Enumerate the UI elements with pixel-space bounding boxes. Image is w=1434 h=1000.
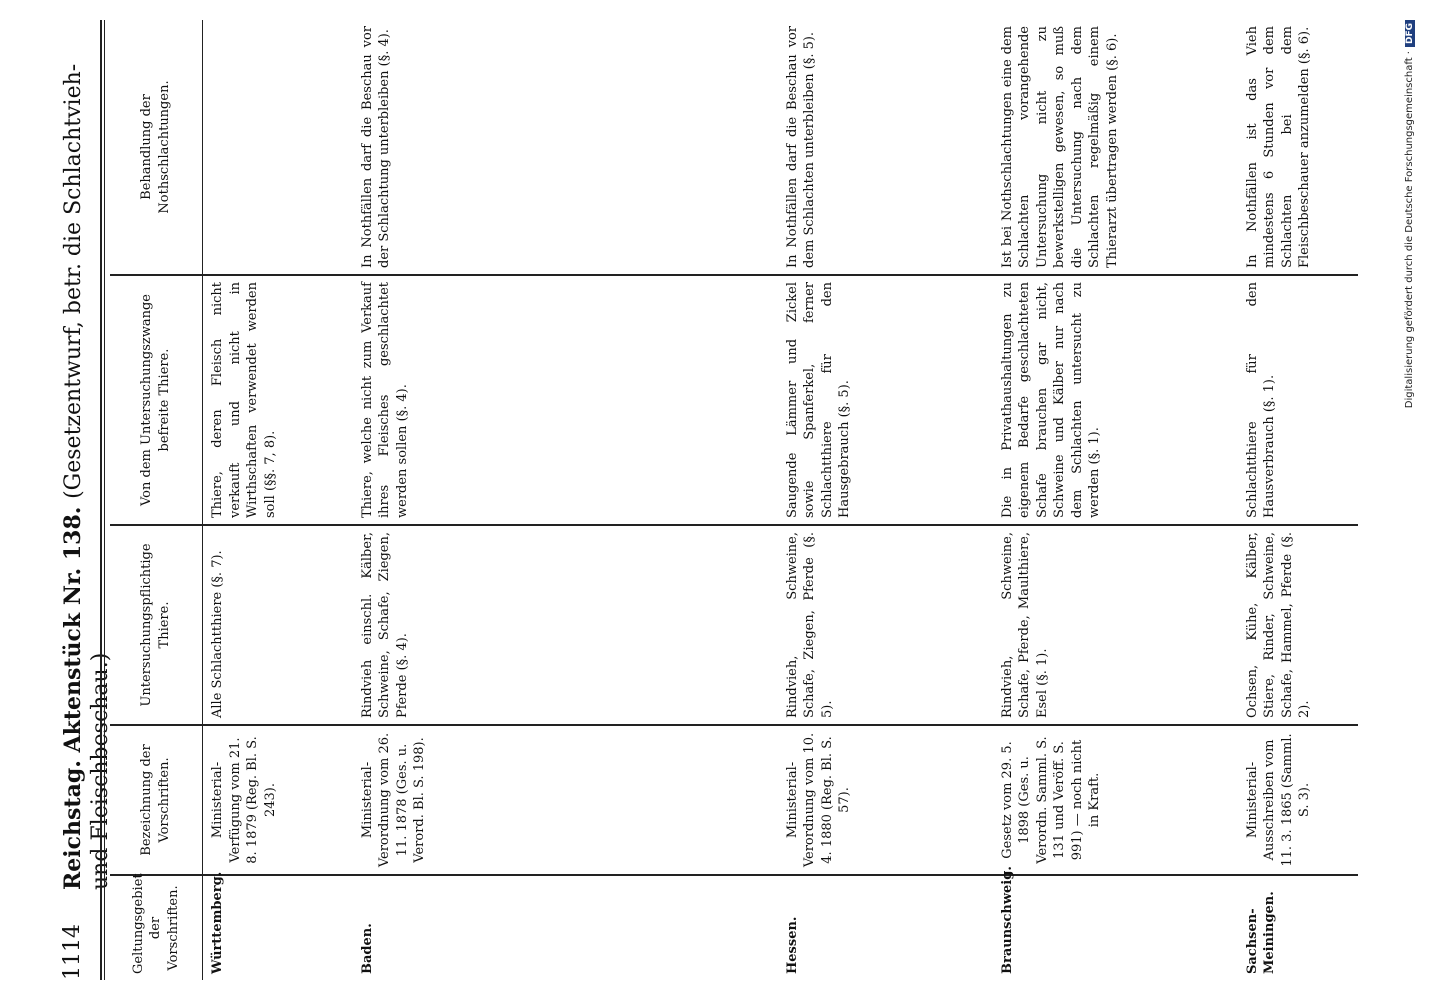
regulations-table [110,20,1358,980]
column-header: Von dem Untersuchungszwange befreite Thiere. [110,275,203,525]
header-rule [100,20,102,980]
state-cell: Sachsen-Meiningen. [1238,875,1358,980]
table-row [1238,20,1358,980]
table-row [778,20,993,980]
dfg-logo: DFG [1405,20,1415,47]
exempt-cell: Die in Privathaushaltungen zu eigenem Bedarfe geschlachteten Schafe brauchen gar nicht, Schweine und Kälber nur nach dem Schlachten untersucht zu werden (§. 1). [993,275,1238,525]
page-header [20,20,114,980]
state-cell: Baden. [353,875,778,980]
animals-cell: Rindvieh, Schweine, Schafe, Ziegen, Pferde (§. 5). [778,525,993,725]
emergency-cell: In Nothfällen darf die Beschau vor dem Schlachten unterbleiben (§. 5). [784,26,818,268]
exempt-cell: Schlachtthiere für den Hausverbrauch (§. 1). [1238,275,1358,525]
page-title [60,20,115,890]
header-rule-thin [104,20,105,980]
exempt-cell: Thiere, deren Fleisch nicht verkauft und nicht in Wirthschaften verwendet werden soll (§§. 7, 8). [203,275,353,525]
animals-cell: Ochsen, Kühe, Kälber, Stiere, Rinder, Schweine, Schafe, Hammel, Pferde (§. 2). [1238,525,1358,725]
table-row [203,20,353,980]
credit-line [1404,20,1424,980]
state-cell: Hessen. [778,875,993,980]
regulation-cell: Ministerial-Ausschreiben vom 11. 3. 1865 (Samml. S. 3). [1238,725,1358,875]
table-header-row [110,20,203,980]
animals-cell: Alle Schlachtthiere (§. 7). [203,525,353,725]
table-row [993,20,1238,980]
emergency-cell [203,20,353,275]
state-cell: Württemberg. [203,875,353,980]
subtitle-text: (Gesetzentwurf, betr. die Schlachtvieh- und Fleischbeschau.) [61,63,114,890]
column-header: Untersuchungspflichtige Thiere. [110,525,203,725]
digitization-credit [1404,20,1424,980]
regulation-cell: Gesetz vom 29. 5. 1898 (Ges. u. Verordn. Samml. S. 131 und Veröff. S. 991) — noch nicht in Kraft. [993,725,1238,875]
regulation-cell: Ministerial-Verordnung vom 10. 4. 1880 (Reg. Bl. S. 57). [778,725,993,875]
credit-text: Digitalisierung gefördert durch die Deutsche Forschungsgemeinschaft · [1404,51,1415,409]
emergency-cell: In Nothfällen darf die Beschau vor der Schlachtung unterbleiben (§. 4). [359,26,393,268]
animals-cell: Rindvieh einschl. Kälber, Schweine, Schafe, Ziegen, Pferde (§. 4). [353,525,778,725]
regulation-cell: Ministerial-Verordnung vom 26. 11. 1878 (Ges. u. Verord. Bl. S. 198). [353,725,778,875]
table-row [353,20,778,980]
page-number: 1114 [60,924,85,980]
column-header: Geltungsgebiet der Vorschriften. [110,875,203,980]
emergency-cell: Ist bei Nothschlachtungen eine dem Schlachten vorangehende Untersuchung nicht zu bewerkstelligen gewesen, so muß die Untersuchung nach dem Schlachten regelmäßig einem Thierarzt übertragen werden (§. 6). [999,26,1120,268]
emergency-cell: In Nothfällen ist das Vieh mindestens 6 Stunden vor dem Schlachten bei dem Fleischbeschauer anzumelden (§. 6). [1244,26,1313,268]
exempt-cell: Saugende Lämmer und Zickel sowie Spanferkel, ferner Schlachtthiere für den Hausgebrauch (§. 5). [778,275,993,525]
column-header: Behandlung der Nothschlachtungen. [110,20,203,275]
state-cell: Braunschweig. [993,875,1238,980]
animals-cell: Rindvieh, Schweine, Schafe, Pferde, Maulthiere, Esel (§. 1). [993,525,1238,725]
column-header: Bezeichnung der Vorschriften. [110,725,203,875]
title-text: Reichstag. Aktenstück Nr. 138. [60,506,86,890]
exempt-cell: Thiere, welche nicht zum Verkauf ihres Fleisches geschlachtet werden sollen (§. 4). [353,275,778,525]
regulation-cell: Ministerial-Verfügung vom 21. 8. 1879 (Reg. Bl. S. 243). [203,725,353,875]
